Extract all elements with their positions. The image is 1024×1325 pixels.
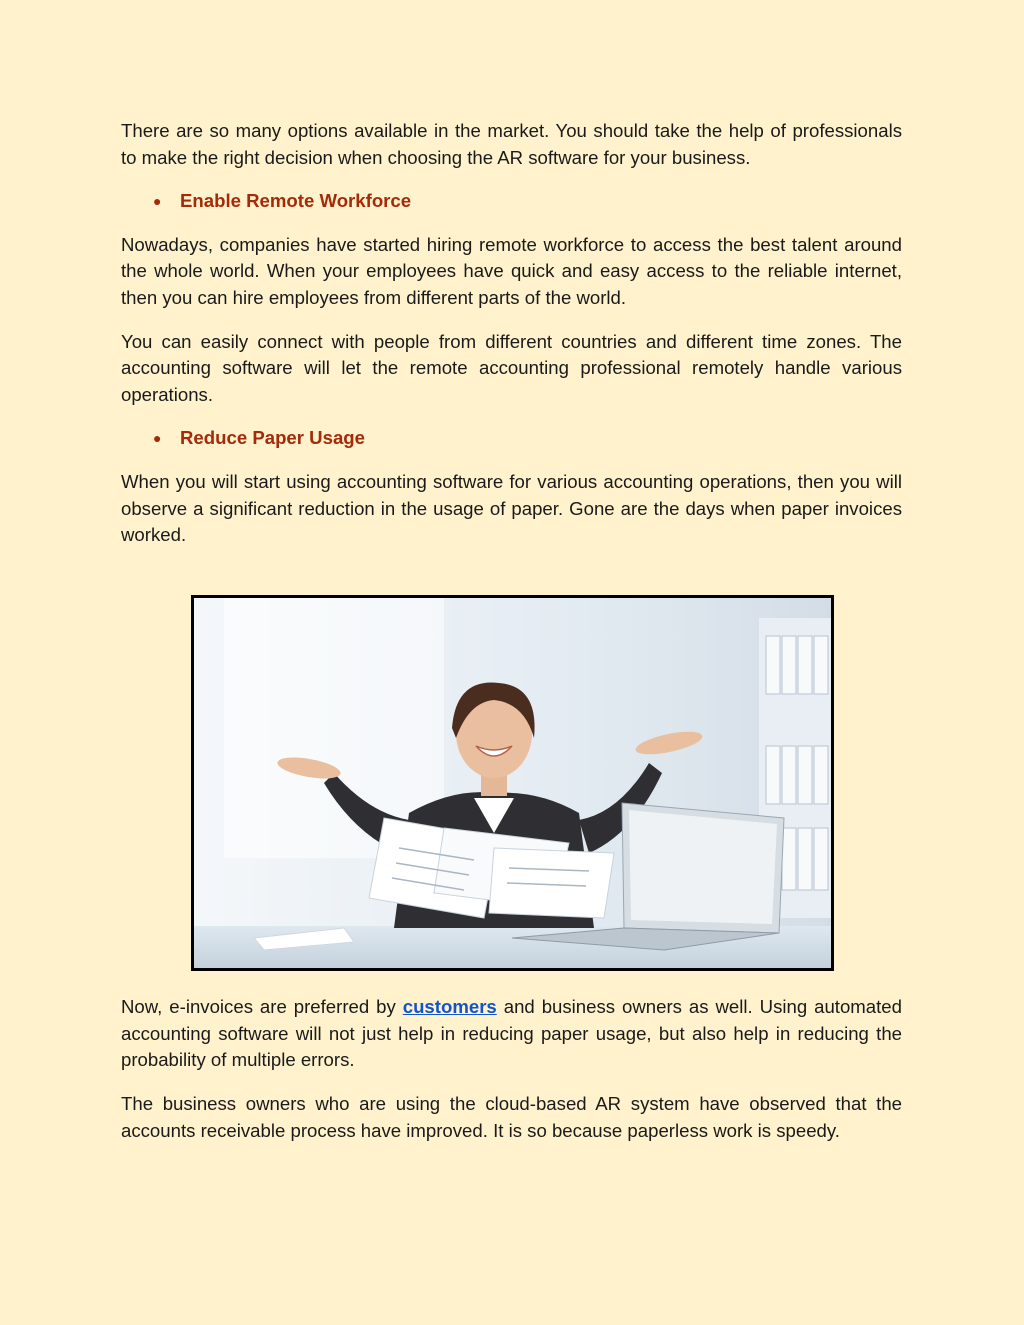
paragraph-remote-hiring: Nowadays, companies have started hiring remote workforce to access the best talent around the whole world. When your employees have quick and easy access to the reliable internet, then you can hire employees from different parts of the world. <box>121 233 902 308</box>
document-body <box>121 118 902 566</box>
paragraph-paper-reduction: When you will start using accounting software for various accounting operations, then you will observe a significant reduction in the usage of paper. Gone are the days when paper invoices worked. <box>121 470 902 546</box>
paragraph-e-invoices <box>121 994 902 1074</box>
bullet-dot-icon: ● <box>153 430 162 447</box>
paragraph-text: and business owners as well. Using automated accounting software will not just help in reducing paper usage, but also help in reducing the probability of multiple errors. <box>121 996 902 1071</box>
heading-enable-remote-workforce <box>121 188 902 215</box>
photo-illustration <box>194 598 831 968</box>
paragraph-cloud-ar: The business owners who are using the cloud-based AR system have observed that the accounts receivable process have improved. It is so because paperless work is speedy. <box>121 1093 902 1141</box>
heading-label: Reduce Paper Usage <box>180 427 365 449</box>
customers-link[interactable]: customers <box>402 996 497 1017</box>
heading-reduce-paper-usage <box>121 425 902 452</box>
paragraph-time-zones: You can easily connect with people from different countries and different time zones. The accounting software will let the remote accounting professional remotely handle various operations. <box>121 330 902 405</box>
office-photo <box>191 595 834 971</box>
heading-label: Enable Remote Workforce <box>180 190 412 212</box>
bullet-dot-icon: ● <box>153 193 162 210</box>
paragraph-text: Now, e-invoices are preferred by <box>121 996 403 1017</box>
paragraph-options: There are so many options available in the market. You should take the help of professionals to make the right decision when choosing the AR software for your business. <box>121 120 902 168</box>
